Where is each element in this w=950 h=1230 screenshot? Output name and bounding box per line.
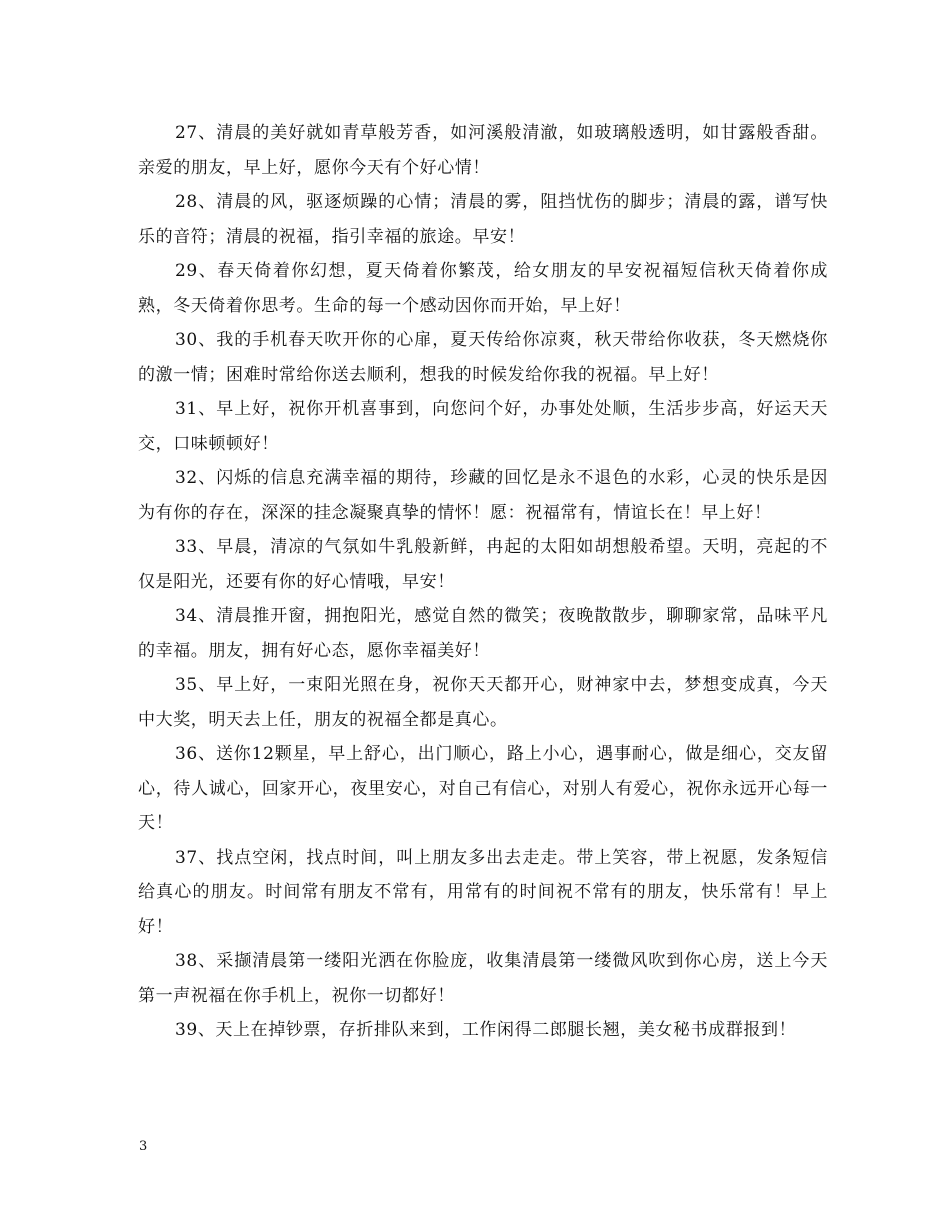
paragraph-33: 33、早晨，清凉的气氛如牛乳般新鲜，冉起的太阳如胡想般希望。天明，亮起的不仅是阳光，还要有你的好心情哦，早安！ (138, 537, 828, 592)
paragraph-29: 29、春天倚着你幻想，夏天倚着你繁茂，给女朋友的早安祝福短信秋天倚着你成熟，冬天倚着你思考。生命的每一个感动因你而开始，早上好！ (138, 261, 828, 316)
document-body (138, 116, 828, 1048)
paragraph-36: 36、送你12颗星，早上舒心，出门顺心，路上小心，遇事耐心，做是细心，交友留心，待人诚心，回家开心，夜里安心，对自己有信心，对别人有爱心，祝你永远开心每一天！ (138, 744, 828, 833)
paragraph-39: 39、天上在掉钞票，存折排队来到，工作闲得二郎腿长翘，美女秘书成群报到！ (175, 1020, 797, 1040)
page-number: 3 (139, 1139, 148, 1154)
paragraph-35: 35、早上好，一束阳光照在身，祝你天天都开心，财神家中去，梦想变成真，今天中大奖，明天去上任，朋友的祝福全都是真心。 (138, 675, 828, 730)
paragraph-34: 34、清晨推开窗，拥抱阳光，感觉自然的微笑；夜晚散散步，聊聊家常，品味平凡的幸福。朋友，拥有好心态，愿你幸福美好！ (138, 606, 828, 661)
paragraph-37: 37、找点空闲，找点时间，叫上朋友多出去走走。带上笑容，带上祝愿，发条短信给真心的朋友。时间常有朋友不常有，用常有的时间祝不常有的朋友，快乐常有！早上好！ (138, 847, 828, 937)
paragraph-38: 38、采撷清晨第一缕阳光洒在你脸庞，收集清晨第一缕微风吹到你心房，送上今天第一声祝福在你手机上，祝你一切都好！ (138, 951, 828, 1006)
paragraph-32: 32、闪烁的信息充满幸福的期待，珍藏的回忆是永不退色的水彩，心灵的快乐是因为有你的存在，深深的挂念凝聚真挚的情怀！愿：祝福常有，情谊长在！早上好！ (138, 468, 828, 523)
paragraph-30: 30、我的手机春天吹开你的心扉，夏天传给你凉爽，秋天带给你收获，冬天燃烧你的激一情；困难时常给你送去顺利，想我的时候发给你我的祝福。早上好！ (138, 330, 828, 385)
paragraph-28: 28、清晨的风，驱逐烦躁的心情；清晨的雾，阻挡忧伤的脚步；清晨的露，谱写快乐的音符；清晨的祝福，指引幸福的旅途。早安！ (138, 192, 828, 247)
paragraph-27: 27、清晨的美好就如青草般芳香，如河溪般清澈，如玻璃般透明，如甘露般香甜。亲爱的朋友，早上好，愿你今天有个好心情！ (138, 123, 828, 178)
paragraph-31: 31、早上好，祝你开机喜事到，向您问个好，办事处处顺，生活步步高，好运天天交，口味顿顿好！ (138, 399, 828, 454)
